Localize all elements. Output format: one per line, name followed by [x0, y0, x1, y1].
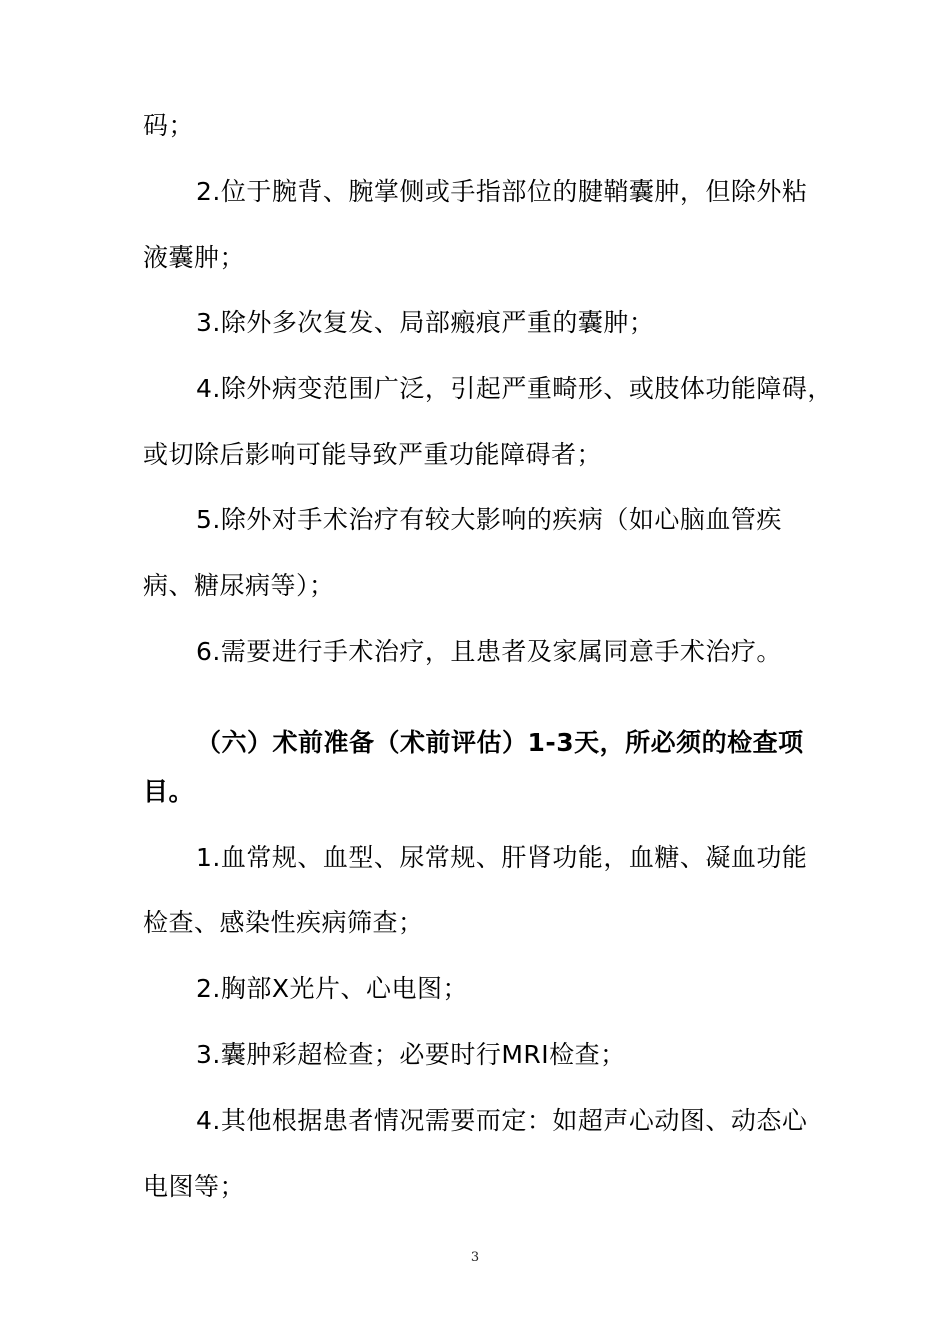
paragraph-line: 或切除后影响可能导致严重功能障碍者；	[143, 440, 603, 469]
paragraph-line: 电图等；	[143, 1172, 246, 1201]
paragraph-line: 液囊肿；	[143, 243, 246, 272]
section-heading-continued: 目。	[143, 777, 195, 806]
paragraph-line: 3.除外多次复发、局部瘢痕严重的囊肿；	[196, 308, 655, 337]
paragraph-line: 4.其他根据患者情况需要而定：如超声心动图、动态心	[196, 1106, 808, 1135]
paragraph-line: 3.囊肿彩超检查；必要时行MRI检查；	[196, 1040, 626, 1069]
page-number: 3	[470, 1250, 480, 1265]
paragraph-line: 病、糖尿病等）；	[143, 571, 335, 600]
section-heading: （六）术前准备（术前评估）1-3天，所必须的检查项	[196, 728, 804, 757]
paragraph-line: 1.血常规、血型、尿常规、肝肾功能，血糖、凝血功能	[196, 843, 808, 872]
paragraph-line: 2.胸部X光片、心电图；	[196, 974, 468, 1003]
paragraph-line: 检查、感染性疾病筛查；	[143, 908, 424, 937]
paragraph-line: 5.除外对手术治疗有较大影响的疾病（如心脑血管疾	[196, 505, 782, 534]
paragraph-line: 码；	[143, 111, 195, 140]
paragraph-line: 6.需要进行手术治疗，且患者及家属同意手术治疗。	[196, 637, 782, 666]
paragraph-line: 4.除外病变范围广泛，引起严重畸形、或肢体功能障碍，	[196, 374, 833, 403]
paragraph-line: 2.位于腕背、腕掌侧或手指部位的腱鞘囊肿，但除外粘	[196, 177, 808, 206]
